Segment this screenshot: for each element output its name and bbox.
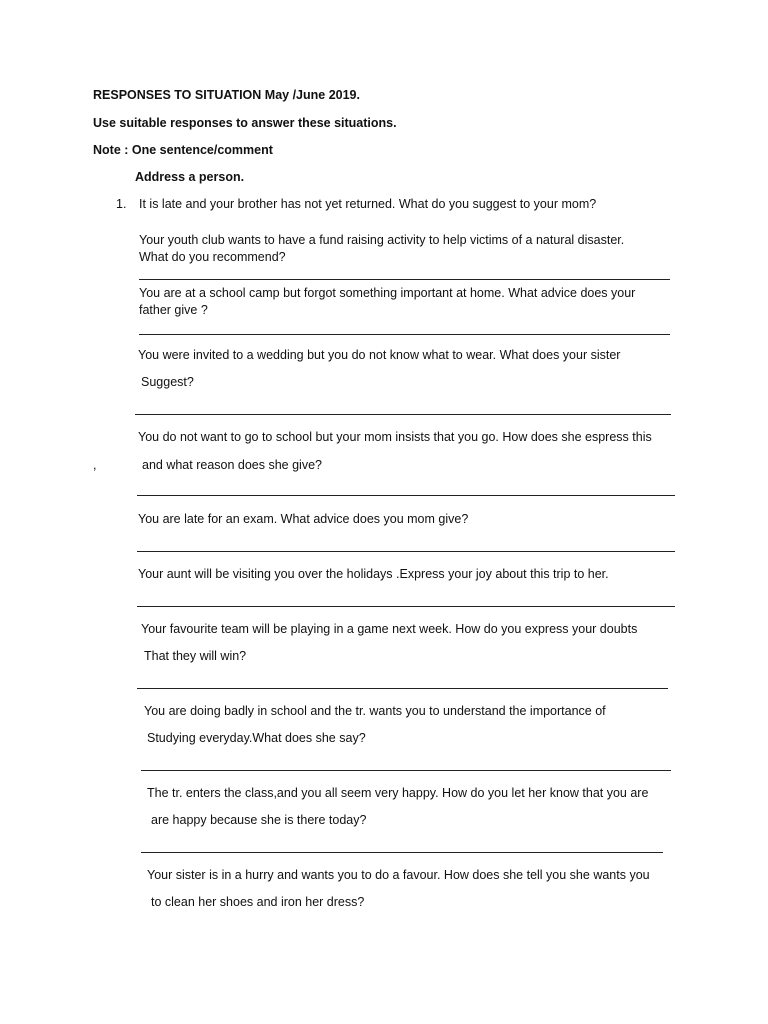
question-text: Your aunt will be visiting you over the holidays .Express your joy about this trip to her. bbox=[138, 567, 609, 581]
answer-line[interactable] bbox=[135, 414, 671, 415]
question-text: That they will win? bbox=[144, 649, 247, 663]
answer-line[interactable] bbox=[137, 606, 675, 607]
question-text: Your favourite team will be playing in a game next week. How do you express your doubts bbox=[141, 622, 638, 636]
section-heading: Address a person. bbox=[135, 170, 245, 184]
answer-line[interactable] bbox=[137, 688, 668, 689]
question-text: to clean her shoes and iron her dress? bbox=[151, 895, 365, 909]
item-number: 1. bbox=[116, 197, 127, 211]
question-text: and what reason does she give? bbox=[142, 458, 322, 472]
question-text: Suggest? bbox=[141, 375, 194, 389]
instruction-text: Use suitable responses to answer these situations. bbox=[93, 116, 397, 130]
question-text: You are doing badly in school and the tr. wants you to understand the importance of bbox=[144, 704, 606, 718]
answer-line[interactable] bbox=[139, 279, 670, 280]
question-text: You were invited to a wedding but you do not know what to wear. What does your sister bbox=[138, 348, 621, 362]
question-text: You are late for an exam. What advice does you mom give? bbox=[138, 512, 469, 526]
answer-line[interactable] bbox=[137, 495, 675, 496]
question-text: Your sister is in a hurry and wants you to do a favour. How does she tell you she wants you bbox=[147, 868, 650, 882]
answer-line[interactable] bbox=[141, 852, 663, 853]
document-title: RESPONSES TO SITUATION May /June 2019. bbox=[93, 88, 360, 102]
question-text: are happy because she is there today? bbox=[151, 813, 367, 827]
question-text: Studying everyday.What does she say? bbox=[147, 731, 366, 745]
note-text: Note : One sentence/comment bbox=[93, 143, 273, 157]
question-text: You are at a school camp but forgot something important at home. What advice does your bbox=[139, 286, 636, 300]
question-text: Your youth club wants to have a fund raising activity to help victims of a natural disaster. bbox=[139, 233, 625, 247]
question-text: What do you recommend? bbox=[139, 250, 286, 264]
answer-line[interactable] bbox=[141, 770, 671, 771]
stray-comma: , bbox=[93, 458, 97, 472]
answer-line[interactable] bbox=[137, 551, 675, 552]
question-text: It is late and your brother has not yet returned. What do you suggest to your mom? bbox=[139, 197, 597, 211]
answer-line[interactable] bbox=[139, 334, 670, 335]
question-text: The tr. enters the class,and you all seem very happy. How do you let her know that you are bbox=[147, 786, 649, 800]
question-text: You do not want to go to school but your mom insists that you go. How does she espress this bbox=[138, 430, 652, 444]
question-text: father give ? bbox=[139, 303, 208, 317]
